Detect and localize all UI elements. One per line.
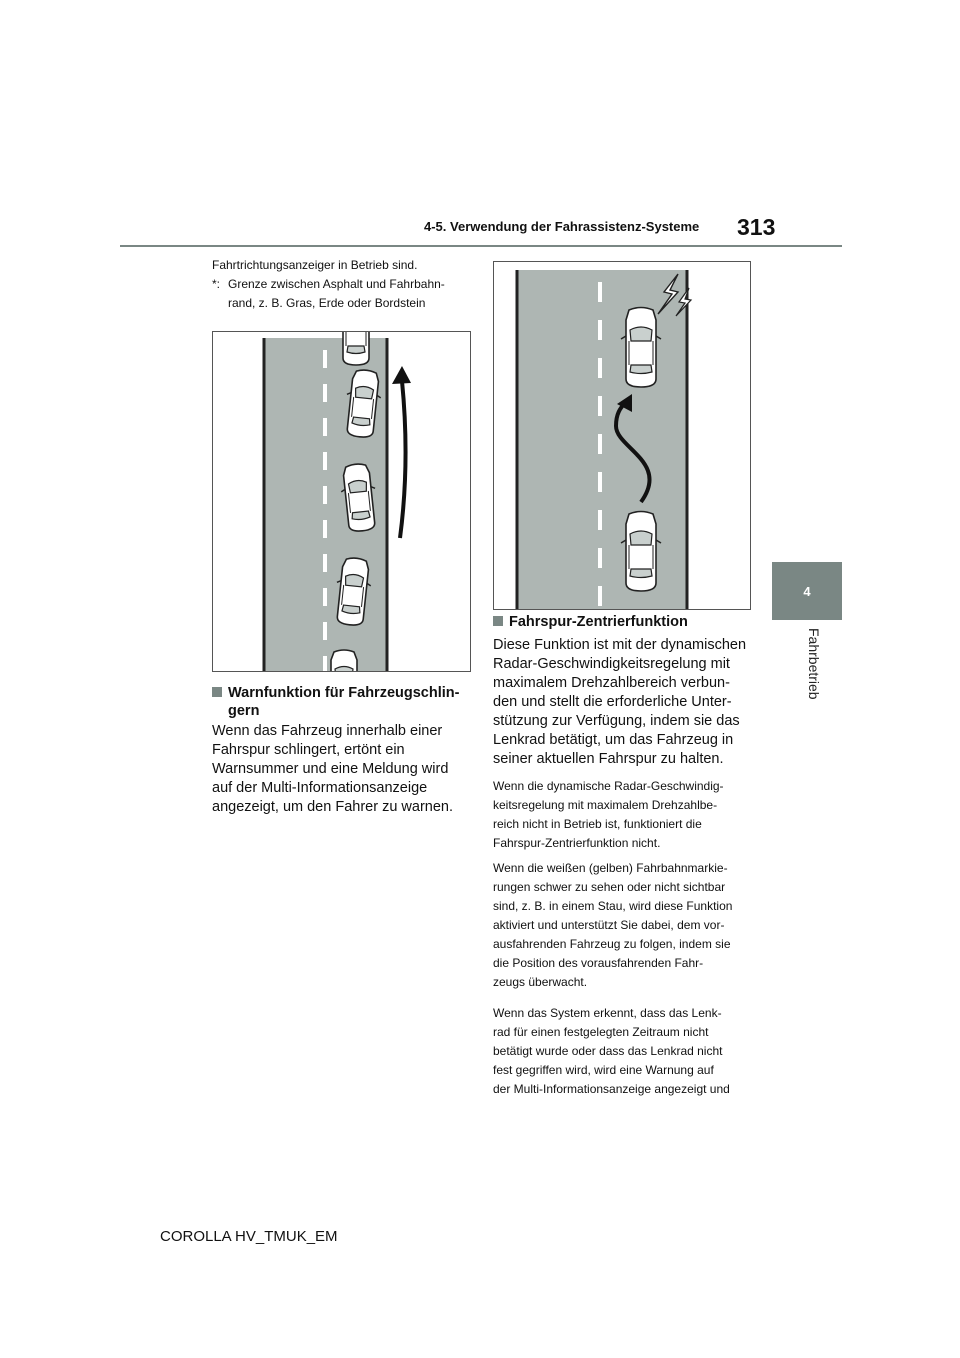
text-line: Wenn die weißen (gelben) Fahrbahnmarkie- [493, 861, 728, 875]
text-line: zeugs überwacht. [493, 975, 588, 989]
text-line: aktiviert und unterstützt Sie dabei, dem vor- [493, 918, 725, 932]
text-line: Warnsummer und eine Meldung wird [212, 761, 449, 777]
warning-function-text [212, 722, 474, 817]
chapter-label: Fahrbetrieb [806, 628, 822, 700]
heading-line: Warnfunktion für Fahrzeugschlin- [228, 685, 460, 701]
intro-line: Fahrtrichtungsanzeiger in Betrieb sind. [212, 258, 418, 272]
lane-centering-diagram [494, 262, 750, 609]
text-line: betätigt wurde oder dass das Lenkrad nicht [493, 1044, 723, 1058]
lane-centering-illustration [493, 261, 751, 610]
car-icon [339, 332, 373, 365]
text-line: Wenn die dynamische Radar-Geschwindig- [493, 779, 724, 793]
bullet-square-icon [212, 687, 222, 697]
warning-function-heading [212, 684, 472, 720]
text-line: Fahrspur-Zentrierfunktion nicht. [493, 836, 661, 850]
lane-centering-heading [493, 613, 753, 631]
note-paragraph [493, 859, 755, 992]
text-line: auf der Multi-Informationsanzeige [212, 780, 428, 796]
weaving-illustration [212, 331, 471, 672]
note-paragraph [493, 777, 755, 853]
text-line: fest gegriffen wird, wird eine Warnung auf [493, 1063, 714, 1077]
text-line: reich nicht in Betrieb ist, funktioniert die [493, 817, 702, 831]
text-line: stützung zur Verfügung, indem sie das [493, 713, 740, 729]
text-line: Wenn das Fahrzeug innerhalb einer [212, 723, 443, 739]
text-line: Lenkrad betätigt, um das Fahrzeug in [493, 732, 734, 748]
text-line: Diese Funktion ist mit der dynamischen [493, 637, 747, 653]
text-line: rad für einen festgelegten Zeitraum nicht [493, 1025, 709, 1039]
text-line: Fahrspur schlingert, ertönt ein [212, 742, 405, 758]
text-line: sind, z. B. in einem Stau, wird diese Funktion [493, 899, 733, 913]
text-line: keitsregelung mit maximalem Drehzahlbe- [493, 798, 718, 812]
text-line: maximalem Drehzahlbereich verbun- [493, 675, 730, 691]
car-icon [621, 512, 661, 592]
lane-centering-text [493, 636, 755, 769]
chapter-tab[interactable]: 4 [772, 562, 842, 620]
text-line: die Position des vorausfahrenden Fahr- [493, 956, 704, 970]
text-line: den und stellt die erforderliche Unter- [493, 694, 732, 710]
footnote-marker: *: [212, 277, 221, 291]
car-icon [621, 308, 661, 388]
text-line: ausfahrenden Fahrzeug zu folgen, indem sie [493, 937, 731, 951]
text-line: angezeigt, um den Fahrer zu warnen. [212, 799, 453, 815]
heading-line: gern [228, 703, 260, 719]
footnote-line: rand, z. B. Gras, Erde oder Bordstein [228, 296, 426, 310]
weaving-diagram [213, 332, 470, 671]
text-line: Radar-Geschwindigkeitsregelung mit [493, 656, 730, 672]
heading-text: Fahrspur-Zentrierfunktion [509, 614, 688, 630]
arrow-up-icon [400, 381, 406, 538]
footnote [212, 275, 472, 313]
text-line: rungen schwer zu sehen oder nicht sichtbar [493, 880, 726, 894]
note-paragraph [493, 1004, 755, 1099]
text-line: Wenn das System erkennt, dass das Lenk- [493, 1006, 722, 1020]
page-number: 313 [737, 214, 776, 240]
text-line: seiner aktuellen Fahrspur zu halten. [493, 751, 724, 767]
footnote-line: Grenze zwischen Asphalt und Fahrbahn- [228, 277, 445, 291]
section-title: 4-5. Verwendung der Fahrassistenz-Systeme [424, 219, 700, 234]
text-line: der Multi-Informationsanzeige angezeigt und [493, 1082, 730, 1096]
header-divider [120, 245, 842, 247]
footer-model: COROLLA HV_TMUK_EM [160, 1228, 338, 1245]
arrowhead-icon [392, 366, 411, 384]
bullet-square-icon [493, 616, 503, 626]
